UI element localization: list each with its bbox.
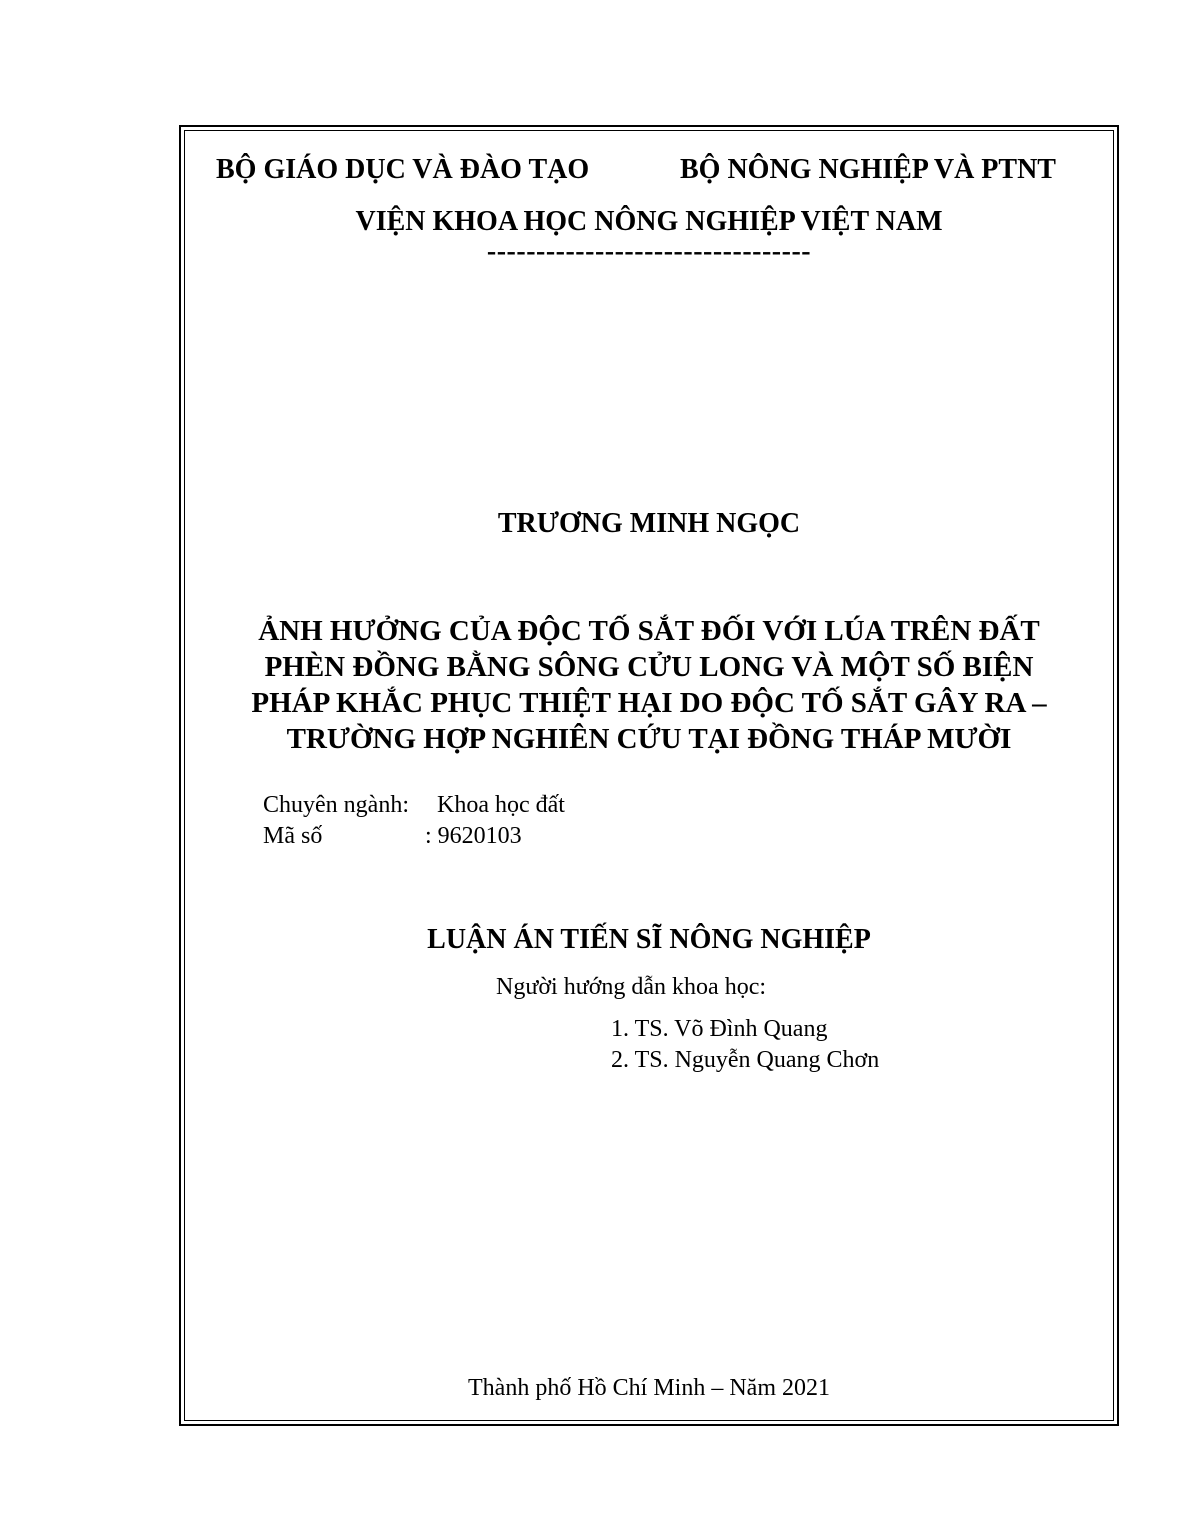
code-value: : 9620103 [425, 823, 522, 849]
degree-heading: LUẬN ÁN TIẾN SĨ NÔNG NGHIỆP [427, 924, 871, 955]
specialization-value: Khoa học đất [437, 792, 565, 818]
thesis-title-line: PHÈN ĐỒNG BẰNG SÔNG CỬU LONG VÀ MỘT SỐ BIỆN [264, 651, 1034, 683]
author-name: TRƯƠNG MINH NGỌC [497, 508, 801, 539]
page-border-inner [184, 130, 1114, 1421]
institute-heading: VIỆN KHOA HỌC NÔNG NGHIỆP VIỆT NAM [355, 206, 943, 237]
ministry-agriculture-heading: BỘ NÔNG NGHIỆP VÀ PTNT [680, 154, 1056, 185]
ministry-education-heading: BỘ GIÁO DỤC VÀ ĐÀO TẠO [216, 154, 590, 185]
thesis-title-line: TRƯỜNG HỢP NGHIÊN CỨU TẠI ĐỒNG THÁP MƯỜI [286, 723, 1012, 755]
header-separator: --------------------------------- [486, 236, 812, 267]
thesis-title-line: PHÁP KHẮC PHỤC THIỆT HẠI DO ĐỘC TỐ SẮT GÂY RA – [251, 687, 1047, 719]
place-and-year: Thành phố Hồ Chí Minh – Năm 2021 [468, 1375, 830, 1401]
supervisor-item: 2. TS. Nguyễn Quang Chơn [611, 1047, 880, 1073]
supervisor-item: 1. TS. Võ Đình Quang [611, 1016, 828, 1042]
thesis-title-line: ẢNH HƯỞNG CỦA ĐỘC TỐ SẮT ĐỐI VỚI LÚA TRÊN ĐẤT [258, 615, 1040, 647]
code-label: Mã số [263, 823, 323, 849]
specialization-label: Chuyên ngành: [263, 792, 409, 818]
supervisors-label: Người hướng dẫn khoa học: [496, 974, 767, 1000]
